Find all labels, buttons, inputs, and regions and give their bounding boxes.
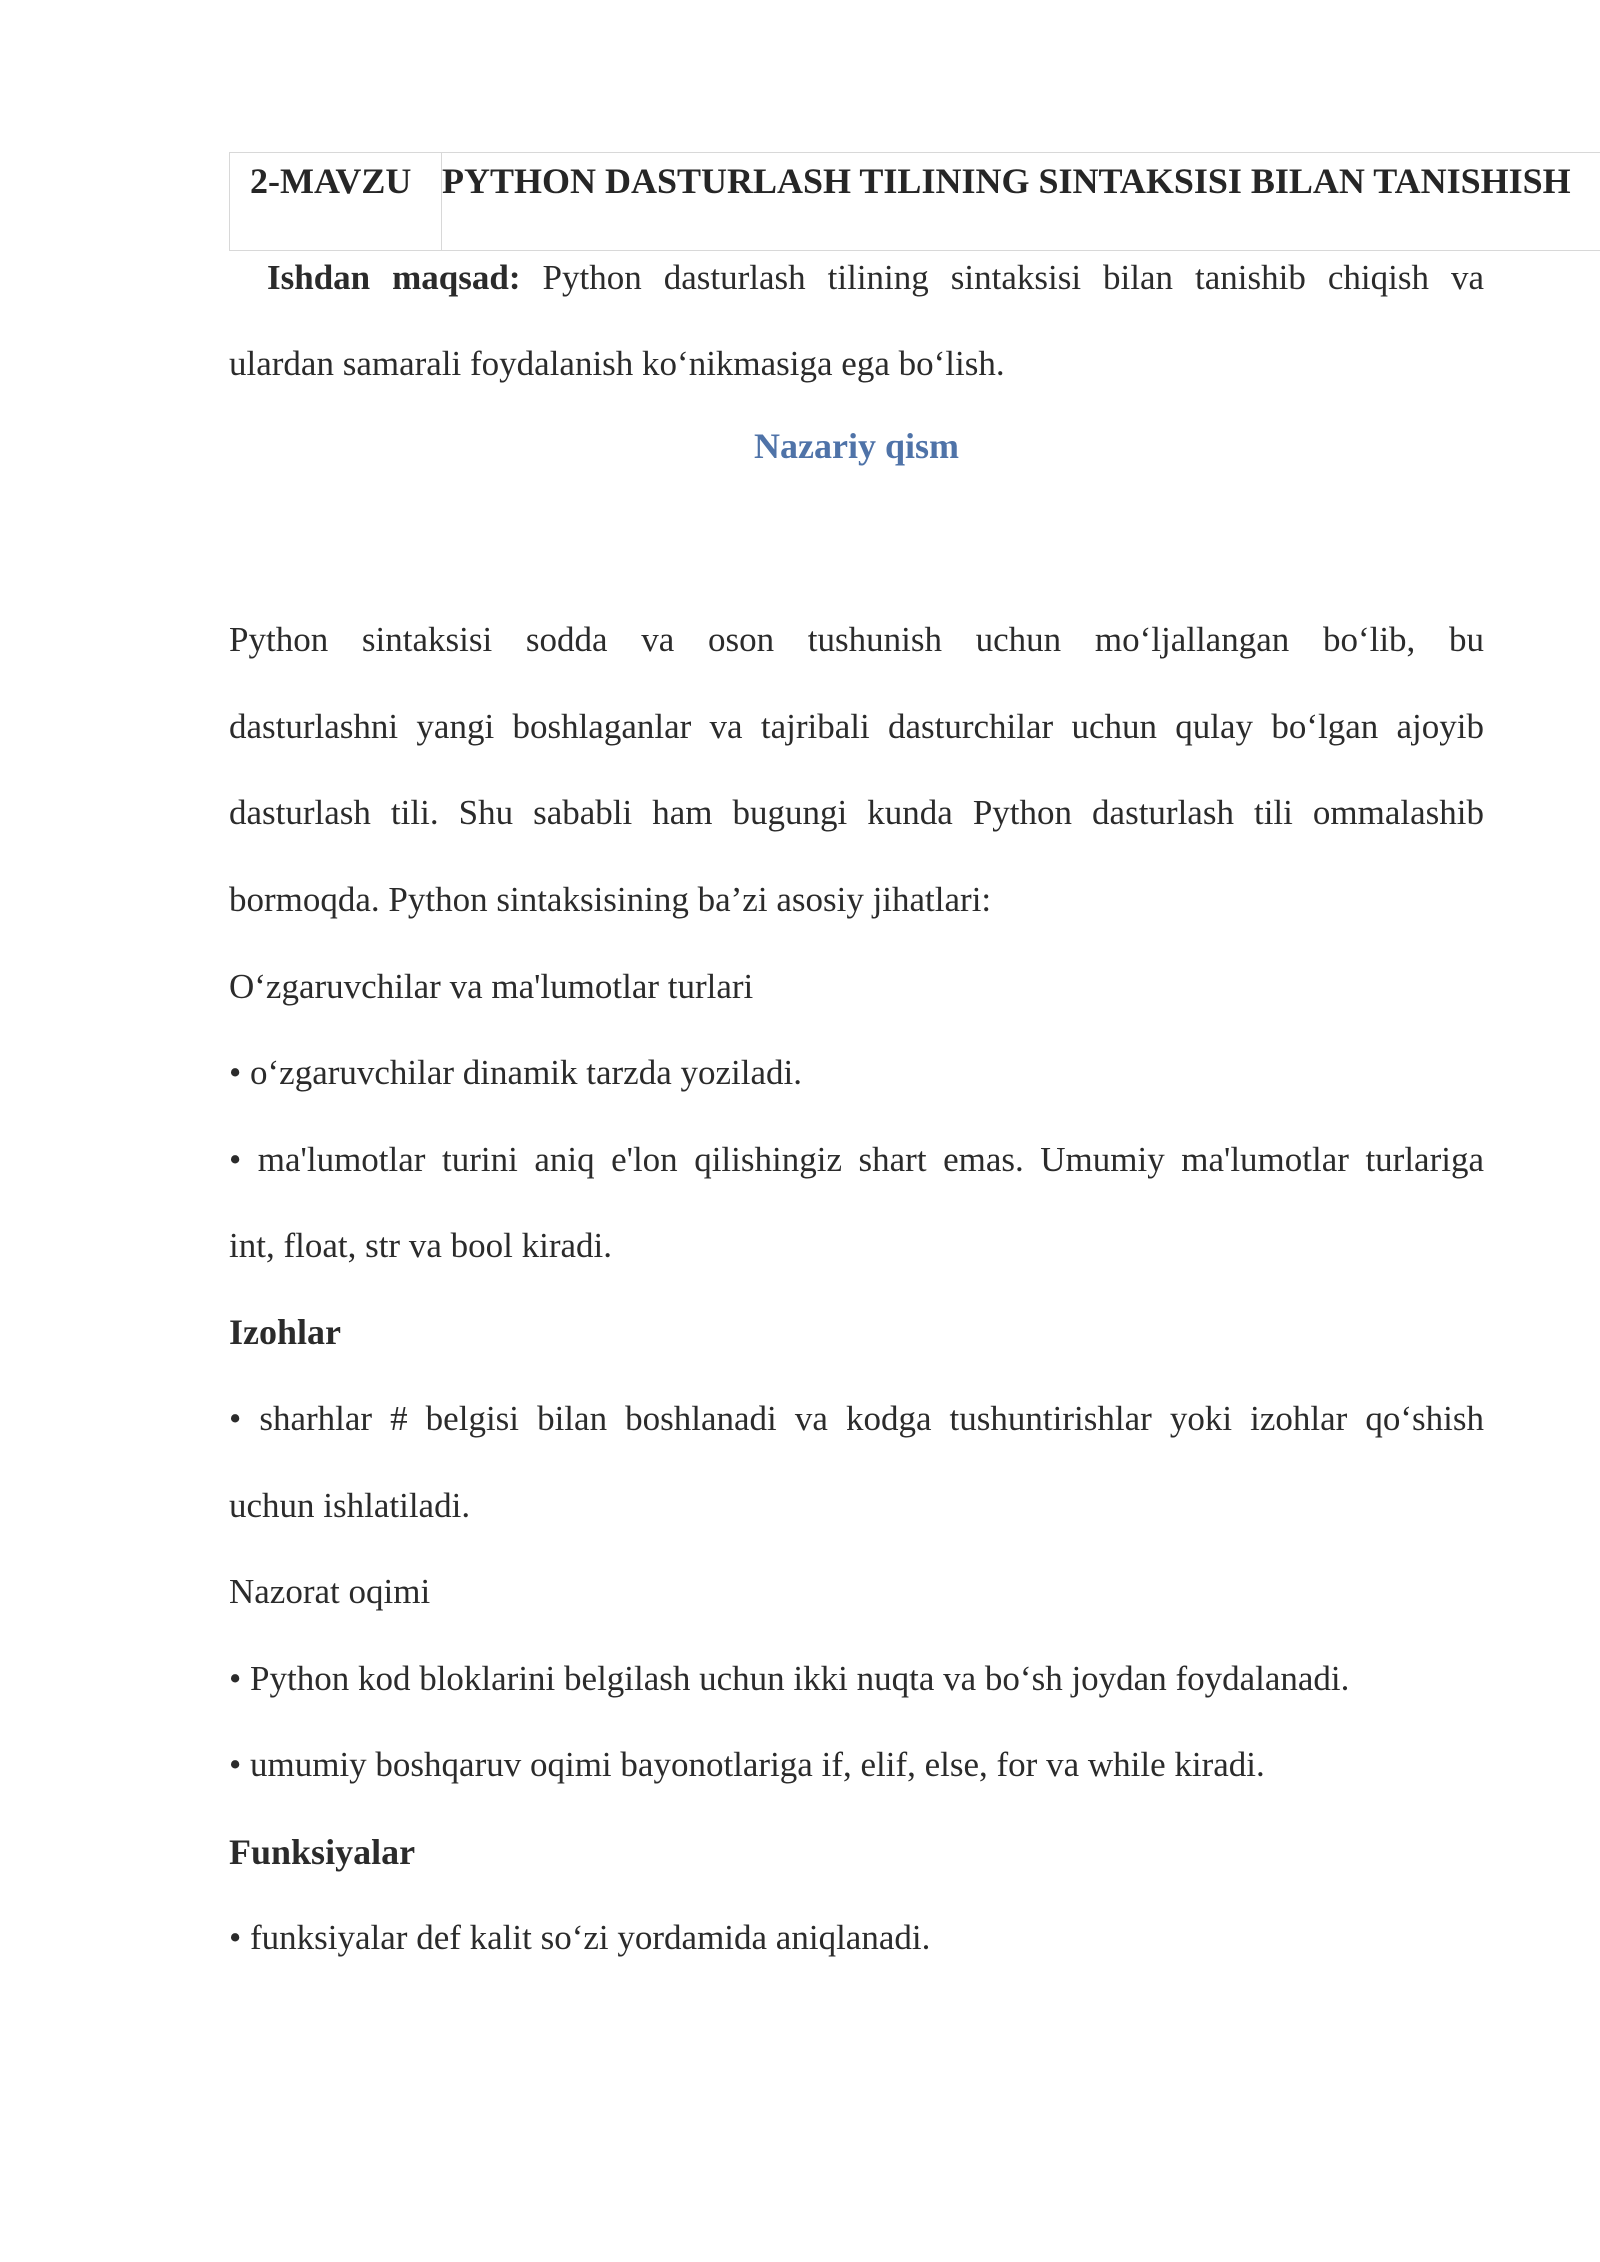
topic-number: 2-MAVZU <box>230 153 442 250</box>
topic-header-table <box>229 152 1600 251</box>
comments-bullet-1-line-1: • sharhlar # belgisi bilan boshlanadi va kodga tushuntirishlar yoki izohlar qo‘shish <box>229 1399 1484 1438</box>
goal-label: Ishdan maqsad: <box>267 258 521 297</box>
goal-line-1 <box>229 254 1484 302</box>
variables-title: O‘zgaruvchilar va ma'lumotlar turlari <box>229 967 754 1006</box>
intro-line-1: Python sintaksisi sodda va oson tushunish uchun mo‘ljallangan bo‘lib, bu <box>229 620 1484 659</box>
topic-title: PYTHON DASTURLASH TILINING SINTAKSISI BILAN TANISHISH <box>442 161 1571 201</box>
intro-line-2: dasturlashni yangi boshlaganlar va tajribali dasturchilar uchun qulay bo‘lgan ajoyib <box>229 707 1484 746</box>
control-flow-bullet-1: • Python kod bloklarini belgilash uchun ikki nuqta va bo‘sh joydan foydalanadi. <box>229 1659 1350 1698</box>
variables-bullet-1: • o‘zgaruvchilar dinamik tarzda yoziladi. <box>229 1053 802 1092</box>
section-title: Nazariy qism <box>754 426 959 466</box>
control-flow-title: Nazorat oqimi <box>229 1572 431 1611</box>
control-flow-bullet-2: • umumiy boshqaruv oqimi bayonotlariga if, elif, else, for va while kiradi. <box>229 1745 1265 1784</box>
intro-line-3: dasturlash tili. Shu sababli ham bugungi kunda Python dasturlash tili ommalashib <box>229 793 1484 832</box>
variables-bullet-2-line-1: • ma'lumotlar turini aniq e'lon qilishingiz shart emas. Umumiy ma'lumotlar turlariga <box>229 1140 1484 1179</box>
intro-line-4: bormoqda. Python sintaksisining ba’zi asosiy jihatlari: <box>229 880 992 919</box>
comments-title: Izohlar <box>229 1312 341 1352</box>
goal-line-2: ulardan samarali foydalanish ko‘nikmasiga ega bo‘lish. <box>229 344 1005 383</box>
variables-bullet-2-line-2: int, float, str va bool kiradi. <box>229 1226 612 1265</box>
functions-title: Funksiyalar <box>229 1832 416 1872</box>
functions-bullet-1: • funksiyalar def kalit so‘zi yordamida aniqlanadi. <box>229 1918 931 1957</box>
comments-bullet-1-line-2: uchun ishlatiladi. <box>229 1486 471 1525</box>
goal-text-1: Python dasturlash tilining sintaksisi bilan tanishib chiqish va <box>542 258 1485 297</box>
